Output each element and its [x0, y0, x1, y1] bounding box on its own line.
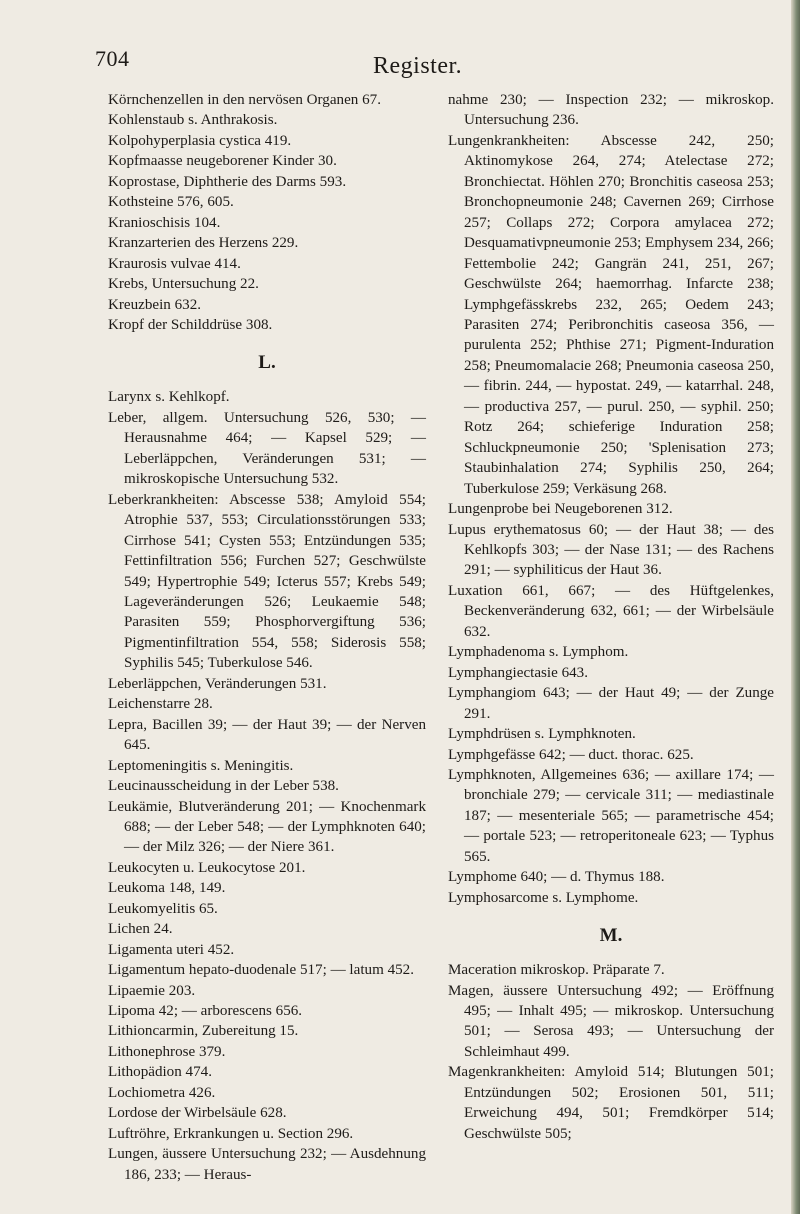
index-entry: Lymphosarcome s. Lymphome. — [448, 889, 639, 906]
running-head: Register. — [373, 53, 463, 79]
index-entry: Leptomeningitis s. Meningitis. — [108, 757, 294, 774]
index-entry: Leukomyelitis 65. — [108, 900, 218, 917]
index-entry: Lipoma 42; — arborescens 656. — [108, 1003, 303, 1020]
index-entry: Leukämie, Blutveränderung 201; — Knochenmark 688; — der Leber 548; — der Lymphknoten 640; — der Milz 326; — der Niere 361. — [108, 798, 426, 856]
index-entry: Lymphadenoma s. Lymphom. — [448, 644, 629, 661]
index-entry: Lymphome 640; — d. Thymus 188. — [448, 869, 665, 886]
entries-l — [108, 387, 426, 1185]
index-entry: Lungen, äussere Untersuchung 232; — Ausdehnung 186, 233; — Heraus- — [108, 1146, 426, 1183]
index-entry: Magenkrankheiten: Amyloid 514; Blutungen 501; Entzündungen 502; Erosionen 501, 511; Erweichung 494, 501; Fremdkörper 514; Geschwülste 505; — [448, 1064, 774, 1142]
index-entry: Lymphknoten, Allgemeines 636; — axillare 174; — bronchiale 279; — cervicale 311; — mediastinale 187; — mesenteriale 565; — parametrische 454; — portale 523; — retroperitoneale 623; — Typhus 565. — [448, 766, 774, 865]
index-entry: Lordose der Wirbelsäule 628. — [108, 1105, 287, 1122]
index-entry: Lymphangiom 643; — der Haut 49; — der Zunge 291. — [448, 685, 774, 722]
index-entry: Lithioncarmin, Zubereitung 15. — [108, 1023, 299, 1040]
entries-k — [108, 90, 426, 335]
left-column — [108, 90, 426, 1185]
index-entry: Magen, äussere Untersuchung 492; — Eröffnung 495; — Inhalt 495; — mikroskop. Untersuchung 501; — Serosa 493; — Untersuchung der Schleimhaut 499. — [448, 982, 774, 1060]
index-entry: Leichenstarre 28. — [108, 696, 213, 713]
index-entry: nahme 230; — Inspection 232; — mikroskop. Untersuchung 236. — [448, 92, 774, 129]
entries-m — [448, 960, 774, 1144]
index-entry: Kothsteine 576, 605. — [108, 194, 234, 211]
index-entry: Lochiometra 426. — [108, 1084, 216, 1101]
index-entry: Luxation 661, 667; — des Hüftgelenkes, Beckenveränderung 632, 661; — der Wirbelsäule 632. — [448, 582, 774, 640]
index-entry: Kraurosis vulvae 414. — [108, 255, 241, 272]
index-entry: Maceration mikroskop. Präparate 7. — [448, 962, 665, 979]
index-entry: Kranzarterien des Herzens 229. — [108, 235, 299, 252]
index-entry: Kranioschisis 104. — [108, 214, 221, 231]
index-entry: Körnchenzellen in den nervösen Organen 67. — [108, 92, 381, 108]
index-entry: Leukoma 148, 149. — [108, 880, 226, 897]
index-entry: Lungenkrankheiten: Abscesse 242, 250; Aktinomykose 264, 274; Atelectase 272; Bronchiectat. Höhlen 270; Bronchitis caseosa 253; Bronchopneumonie 248; Cavernen 269; Cirrhose 257; Collaps 272; Corpora amylacea 272; Desquamativpneumonie 253; Emphysem 234, 266; Fettembolie 242; Gangrän 241, 251, 267; Geschwülste 264; haemorrhag. Infarcte 238; Lymphgefässkrebs 232, 265; Oedem 243; Parasiten 274; Peribronchitis caseosa 356, — purulenta 252; Phthise 271; Pigment-Induration 258; Pneumomalacie 268; Pneumonia caseosa 250, — fibrin. 244, — hypostat. 249, — katarrhal. 248, — productiva 257, — purul. 250, — syphil. 250; Rotz 264; schieferige Induration 258; Schluckpneumonie 250; 'Splenisation 273; Staubinhalation 274; Syphilis 250, 264; Tuberkulose 259; Verkäsung 268. — [448, 132, 774, 497]
index-entry: Leberläppchen, Veränderungen 531. — [108, 675, 327, 692]
index-entry: Lithopädion 474. — [108, 1064, 212, 1081]
entries-l-continued — [448, 90, 774, 908]
index-entry: Lungenprobe bei Neugeborenen 312. — [448, 501, 673, 518]
index-entry: Kreuzbein 632. — [108, 296, 202, 313]
index-entry: Lymphdrüsen s. Lymphknoten. — [448, 726, 636, 743]
index-entry: Koprostase, Diphtherie des Darms 593. — [108, 173, 347, 190]
index-entry: Lepra, Bacillen 39; — der Haut 39; — der Nerven 645. — [108, 716, 426, 754]
right-column — [448, 90, 774, 1144]
index-entry: Lichen 24. — [108, 921, 173, 938]
index-entry: Ligamentum hepato-duodenale 517; — latum 452. — [108, 962, 414, 979]
index-entry: Lipaemie 203. — [108, 982, 196, 999]
page-number: 704 — [95, 46, 130, 71]
index-entry: Kopfmaasse neugeborener Kinder 30. — [108, 153, 337, 170]
index-entry: Lupus erythematosus 60; — der Haut 38; — des Kehlkopfs 303; — der Nase 131; — des Rachens 291; — syphiliticus der Haut 36. — [448, 521, 774, 579]
index-entry: Kohlenstaub s. Anthrakosis. — [108, 112, 278, 129]
index-entry: Leucinausscheidung in der Leber 538. — [108, 778, 339, 795]
index-entry: Larynx s. Kehlkopf. — [108, 389, 230, 406]
index-entry: Lymphgefässe 642; — duct. thorac. 625. — [448, 746, 694, 763]
index-entry: Ligamenta uteri 452. — [108, 941, 235, 958]
section-letter-m: M. — [599, 925, 623, 947]
index-entry: Leberkrankheiten: Abscesse 538; Amyloid 554; Atrophie 537, 553; Circulationsstörungen 533; Cirrhose 541; Cysten 553; Entzündungen 535; Fettinfiltration 556; Furchen 527; Geschwülste 549; Hypertrophie 549; Icterus 557; Krebs 549; Lageveränderungen 526; Leukaemie 548; Parasiten 559; Phosphorvergiftung 536; Pigmentinfiltration 554, 558; Siderosis 558; Syphilis 545; Tuberkulose 546. — [108, 491, 426, 672]
index-entry: Kolpohyperplasia cystica 419. — [108, 132, 292, 149]
index-entry: Leber, allgem. Untersuchung 526, 530; — Herausnahme 464; — Kapsel 529; — Leberläppchen, Veränderungen 531; — mikroskopische Untersuchung 532. — [108, 409, 426, 488]
index-entry: Lymphangiectasie 643. — [448, 664, 589, 681]
index-entry: Lithonephrose 379. — [108, 1043, 226, 1060]
page-binding-edge — [791, 0, 800, 1214]
index-entry: Krebs, Untersuchung 22. — [108, 276, 259, 293]
index-entry: Leukocyten u. Leukocytose 201. — [108, 859, 306, 876]
index-entry: Kropf der Schilddrüse 308. — [108, 316, 273, 333]
index-entry: Luftröhre, Erkrankungen u. Section 296. — [108, 1125, 354, 1142]
section-letter-l: L. — [258, 352, 276, 374]
